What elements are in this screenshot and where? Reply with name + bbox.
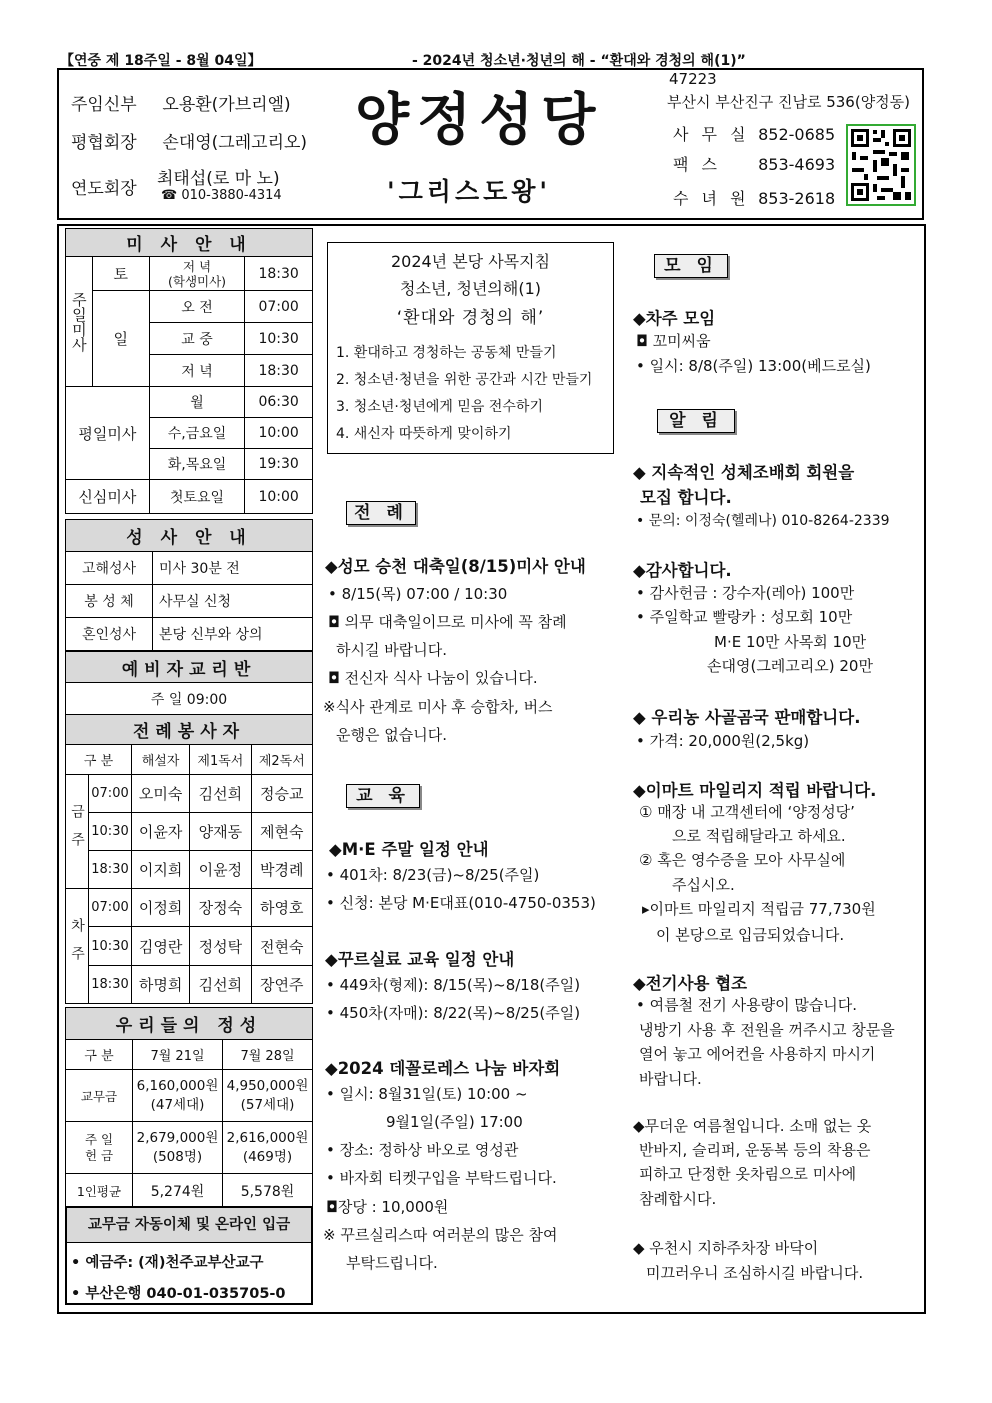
week-label: 【연중 제 18주일 - 8월 04일】 — [60, 53, 262, 69]
dress-line: 반바지, 슬리퍼, 운동복 등의 착용은 — [639, 1141, 871, 1159]
offering-v1: 2,679,000원 (508명) — [133, 1122, 223, 1174]
council-role: 평협회장 — [71, 133, 137, 153]
servers-group-next-week: 차주 — [66, 889, 89, 1004]
server-b: 김선희 — [190, 775, 251, 813]
server-c: 박경례 — [251, 851, 312, 889]
bone-line: • 가격: 20,000원(2,5kg) — [636, 732, 810, 750]
bazaar-line: ※ 꾸르실리스따 여러분의 많은 참여 — [323, 1226, 558, 1244]
faith-row-name: 첫토요일 — [149, 480, 245, 514]
thanks-line: • 감사헌금 : 강수자(레아) 100만 — [636, 584, 855, 602]
offering-v2: 5,578원 — [223, 1174, 313, 1208]
offerings-table — [65, 1007, 313, 1208]
emart-line: 으로 적립해달라고 하세요. — [672, 827, 846, 845]
servers-group-this-week: 금주 — [66, 775, 89, 889]
liturgy-line: ◘ 의무 대축일이므로 미사에 꼭 참례 — [328, 613, 567, 631]
contact-fax-label: 팩 스 — [673, 155, 721, 174]
offering-name: 교무금 — [66, 1070, 133, 1122]
power-line: • 여름철 전기 사용량이 많습니다. — [636, 996, 858, 1014]
meetings-line: • 일시: 8/8(주일) 13:00(베드로실) — [636, 357, 871, 375]
power-line: 바랍니다. — [639, 1070, 702, 1088]
offering-v2: 2,616,000원 (469명) — [223, 1122, 313, 1174]
weekday-row-time: 10:00 — [245, 418, 313, 449]
servers-header: 해설자 — [132, 745, 190, 775]
server-time: 18:30 — [89, 966, 132, 1004]
bank-account: • 부산은행 040-01-035705-0 — [71, 1286, 286, 1302]
mass-row-name: 교 중 — [149, 323, 245, 355]
server-a: 이지희 — [132, 851, 190, 889]
guidelines-title3: ‘환대와 경청의 해’ — [396, 308, 545, 328]
weekday-row-name: 화,목요일 — [149, 449, 245, 480]
liturgy-tag: 전 례 — [346, 501, 416, 525]
thanks-line: • 주일학교 빨랑카 : 성모회 10만 — [636, 608, 853, 626]
catechumen-title: 예비자교리반 — [66, 652, 313, 683]
sacrament-value: 본당 신부와 상의 — [153, 618, 313, 651]
dress-line: 참례합시다. — [639, 1190, 717, 1208]
servers-table — [65, 714, 313, 1004]
adoration-heading2: 모집 합니다. — [640, 488, 732, 507]
bazaar-line: • 장소: 정하상 바오로 영성관 — [326, 1141, 519, 1159]
postal-code: 47223 — [669, 70, 717, 88]
mass-row-time: 18:30 — [245, 257, 313, 291]
server-b: 정성탁 — [190, 927, 251, 966]
bazaar-line: 부탁드립니다. — [346, 1254, 438, 1272]
rain-line: ◆ 우천시 지하주차장 바닥이 — [633, 1239, 819, 1257]
pastoral-guidelines-box — [327, 242, 614, 454]
server-time: 18:30 — [89, 851, 132, 889]
offerings-header: 7월 21일 — [133, 1040, 223, 1070]
weekday-row-time: 06:30 — [245, 387, 313, 418]
rain-line: 미끄러우니 조심하시길 바랍니다. — [646, 1264, 864, 1282]
sat-label: 토 — [92, 257, 149, 291]
sacrament-title: 성 사 안 내 — [66, 520, 313, 552]
guideline-item: 2. 청소년·청년을 위한 공간과 시간 만들기 — [336, 372, 593, 388]
bazaar-line: ◘장당 : 10,000원 — [326, 1198, 449, 1216]
server-a: 이윤자 — [132, 813, 190, 851]
bazaar-line: • 일시: 8월31일(토) 10:00 ~ — [326, 1085, 528, 1103]
dress-line: ◆무더운 여름철입니다. 소매 없는 옷 — [633, 1117, 872, 1135]
servers-header: 제2독서 — [251, 745, 312, 775]
adoration-line: • 문의: 이정숙(헬레나) 010-8264-2339 — [636, 513, 890, 529]
contact-fax-number: 853-4693 — [758, 155, 836, 174]
server-c: 정승교 — [251, 775, 312, 813]
power-line: 열어 놓고 에어컨을 사용하지 마시기 — [639, 1045, 876, 1063]
sacrament-name: 고해성사 — [66, 552, 153, 585]
server-c: 하영호 — [251, 889, 312, 927]
sacrament-value: 사무실 신청 — [153, 585, 313, 618]
cursillo-line: • 449차(형제): 8/15(목)~8/18(주일) — [326, 976, 581, 994]
theme-line: - 2024년 청소년·청년의 해 - “환대와 경청의 해(1)” — [412, 53, 746, 69]
yeondo-phone: ☎ 010-3880-4314 — [161, 188, 282, 203]
offering-v1: 6,160,000원 (47세대) — [133, 1070, 223, 1122]
servers-title: 전례봉사자 — [66, 715, 313, 745]
meetings-tag: 모 임 — [654, 254, 728, 278]
mass-row-time: 18:30 — [245, 355, 313, 387]
thanks-heading: ◆감사합니다. — [633, 561, 732, 580]
mass-row-time: 10:30 — [245, 323, 313, 355]
yeondo-role: 연도회장 — [71, 179, 137, 199]
offerings-header: 7월 28일 — [223, 1040, 313, 1070]
server-a: 하명희 — [132, 966, 190, 1004]
server-time: 10:30 — [89, 813, 132, 851]
qr-code-icon — [846, 124, 916, 206]
weekday-row-time: 19:30 — [245, 449, 313, 480]
liturgy-line: ◘ 전신자 식사 나눔이 있습니다. — [328, 669, 538, 687]
address: 부산시 부산진구 진남로 536(양정동) — [667, 93, 911, 111]
adoration-heading: ◆ 지속적인 성체조배회 회원을 — [633, 463, 855, 482]
server-c: 제현숙 — [251, 813, 312, 851]
parish-name: 양정성당 — [355, 87, 604, 153]
sunday-mass-label: 주일미사 — [66, 257, 93, 387]
bank-title: 교무금 자동이체 및 온라인 입금 — [67, 1208, 311, 1243]
servers-header: 제1독서 — [190, 745, 251, 775]
me-line: • 401차: 8/23(금)~8/25(주일) — [326, 866, 540, 884]
thanks-line: M·E 10만 사목회 10만 — [714, 633, 867, 651]
contact-office — [673, 122, 835, 145]
liturgy-line: 하시길 바랍니다. — [336, 641, 447, 659]
mass-row-time: 07:00 — [245, 291, 313, 323]
education-tag: 교 육 — [346, 784, 420, 808]
weekday-row-name: 월 — [149, 387, 245, 418]
council-name: 손대영(그레고리오) — [162, 133, 308, 153]
sacrament-table — [65, 519, 313, 651]
meetings-line: ◘ 꼬미씨움 — [636, 332, 711, 350]
dress-line: 피하고 단정한 옷차림으로 미사에 — [639, 1165, 857, 1183]
contact-fax — [673, 152, 835, 175]
liturgy-line: ※식사 관계로 미사 후 승합차, 버스 — [323, 698, 553, 716]
emart-line: 이 본당으로 입금되었습니다. — [656, 926, 845, 944]
pastor-name: 오용환(가브리엘) — [162, 95, 291, 115]
parish-motto: '그리스도왕' — [387, 177, 552, 206]
emart-line: 주십시오. — [672, 876, 735, 894]
bazaar-line: 9월1일(주일) 17:00 — [386, 1113, 523, 1131]
me-heading: ◆M·E 주말 일정 안내 — [329, 840, 489, 859]
server-time: 07:00 — [89, 775, 132, 813]
pastor-row — [71, 90, 291, 115]
server-b: 장정숙 — [190, 889, 251, 927]
sun-label: 일 — [92, 291, 149, 387]
server-c: 전현숙 — [251, 927, 312, 966]
bank-box — [65, 1206, 313, 1305]
header-box — [57, 68, 924, 220]
power-heading: ◆전기사용 협조 — [633, 974, 748, 993]
emart-line: ① 매장 내 고객센터에 ‘양정성당’ — [639, 803, 855, 821]
server-a: 김영란 — [132, 927, 190, 966]
bazaar-line: • 바자회 티켓구입을 부탁드립니다. — [326, 1169, 557, 1187]
contact-convent-number: 853-2618 — [758, 189, 836, 208]
guideline-item: 3. 청소년·청년에게 믿음 전수하기 — [336, 399, 543, 415]
catechumen-table — [65, 651, 313, 715]
offering-name: 주 일 헌 금 — [66, 1122, 133, 1174]
bazaar-heading: ◆2024 데꼴로레스 나눔 바자회 — [325, 1059, 561, 1078]
server-b: 이윤정 — [190, 851, 251, 889]
mass-schedule-table — [65, 228, 313, 514]
notices-tag: 알 림 — [657, 409, 735, 433]
meetings-heading: ◆차주 모임 — [633, 309, 716, 328]
bone-heading: ◆ 우리농 사골곰국 판매합니다. — [633, 708, 861, 727]
guideline-item: 4. 새신자 따뜻하게 맞이하기 — [336, 426, 512, 442]
sacrament-name: 봉 성 체 — [66, 585, 153, 618]
mass-title: 미 사 안 내 — [66, 229, 313, 257]
server-c: 장연주 — [251, 966, 312, 1004]
liturgy-heading: ◆성모 승천 대축일(8/15)미사 안내 — [325, 557, 586, 576]
guideline-item: 1. 환대하고 경청하는 공동체 만들기 — [336, 345, 557, 361]
me-line: • 신청: 본당 M·E대표(010-4750-0353) — [326, 894, 596, 912]
contact-convent-label: 수 녀 원 — [673, 189, 750, 208]
mass-row-name: 오 전 — [149, 291, 245, 323]
faith-row-time: 10:00 — [245, 480, 313, 514]
weekday-mass-label: 평일미사 — [66, 387, 150, 480]
emart-line: ② 혹은 영수증을 모아 사무실에 — [639, 851, 846, 869]
weekday-row-name: 수,금요일 — [149, 418, 245, 449]
sacrament-value: 미사 30분 전 — [153, 552, 313, 585]
cursillo-line: • 450차(자매): 8/22(목)~8/25(주일) — [326, 1004, 581, 1022]
offering-v2: 4,950,000원 (57세대) — [223, 1070, 313, 1122]
server-time: 10:30 — [89, 927, 132, 966]
bank-holder: • 예금주: (재)천주교부산교구 — [71, 1255, 264, 1271]
cursillo-heading: ◆꾸르실료 교육 일정 안내 — [325, 950, 515, 969]
faith-mass-label: 신심미사 — [66, 480, 150, 514]
servers-header: 구 분 — [66, 745, 132, 775]
liturgy-line: • 8/15(목) 07:00 / 10:30 — [328, 585, 508, 603]
guidelines-title1: 2024년 본당 사목지침 — [390, 252, 551, 271]
yeondo-name: 최태섭(로 마 노) — [157, 169, 280, 189]
sacrament-name: 혼인성사 — [66, 618, 153, 651]
liturgy-line: 운행은 없습니다. — [336, 726, 447, 744]
server-a: 이정희 — [132, 889, 190, 927]
thanks-line: 손대영(그레고리오) 20만 — [707, 657, 873, 675]
offerings-header: 구 분 — [66, 1040, 133, 1070]
offering-name: 1인평균 — [66, 1174, 133, 1208]
mass-row-name: 저 녁 — [149, 355, 245, 387]
pastor-role: 주임신부 — [71, 95, 137, 115]
catechumen-time: 주 일 09:00 — [66, 683, 313, 715]
power-line: 냉방기 사용 후 전원을 꺼주시고 창문을 — [639, 1021, 895, 1039]
council-row — [71, 128, 307, 153]
server-a: 오미숙 — [132, 775, 190, 813]
guidelines-title2: 청소년, 청년의해(1) — [399, 279, 542, 298]
server-b: 김선희 — [190, 966, 251, 1004]
contact-office-number: 852-0685 — [758, 125, 836, 144]
mass-row-name: 저 녁 (학생미사) — [149, 257, 245, 291]
offering-v1: 5,274원 — [133, 1174, 223, 1208]
server-b: 양재동 — [190, 813, 251, 851]
contact-convent — [673, 186, 835, 209]
emart-line: ▸이마트 마일리지 적립금 77,730원 — [642, 900, 876, 918]
server-time: 07:00 — [89, 889, 132, 927]
emart-heading: ◆이마트 마일리지 적립 바랍니다. — [633, 781, 877, 800]
contact-office-label: 사 무 실 — [673, 125, 750, 144]
offerings-title: 우리들의 정성 — [66, 1008, 313, 1040]
